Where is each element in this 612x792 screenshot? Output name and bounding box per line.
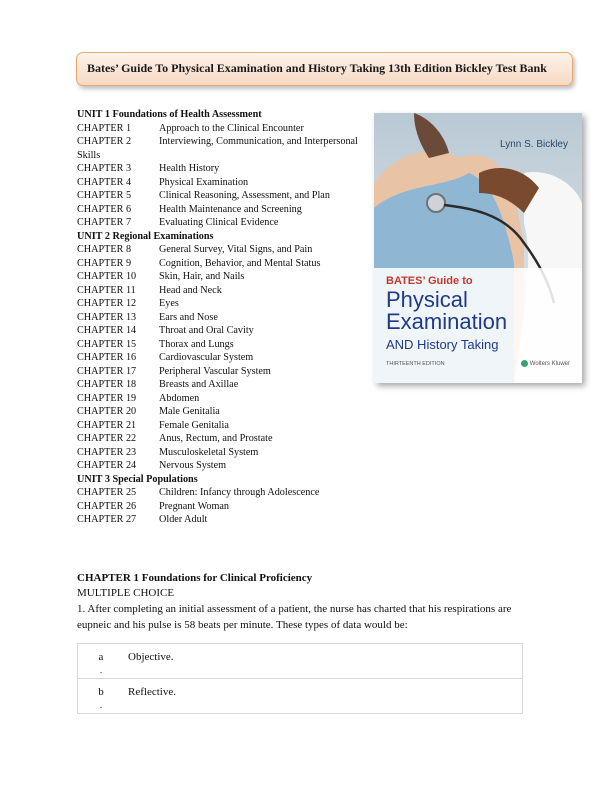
cover-publisher-name: Wolters Kluwer (529, 361, 570, 368)
chapter-number: CHAPTER 6 (77, 203, 132, 215)
chapter-number: CHAPTER 22 (77, 433, 137, 444)
toc-chapter-row[interactable] (77, 513, 367, 527)
chapter-title: Older Adult (159, 514, 208, 525)
toc-chapter-row[interactable] (77, 419, 367, 433)
chapter-number: CHAPTER 18 (77, 379, 137, 390)
cover-title-line1: BATES’ Guide to (386, 275, 473, 287)
chapter-title: Throat and Oral Cavity (159, 325, 254, 336)
unit-heading: UNIT 2 Regional Examinations (77, 230, 214, 242)
chapter-number: CHAPTER 14 (77, 325, 137, 336)
chapter-number: CHAPTER 3 (77, 163, 132, 174)
book-cover-image (374, 113, 582, 383)
question-type-label: MULTIPLE CHOICE (77, 587, 175, 599)
toc-chapter-row[interactable] (77, 216, 367, 230)
toc-chapter-row[interactable] (77, 135, 367, 162)
toc-chapter-row[interactable] (77, 432, 367, 446)
cover-author: Lynn S. Bickley (500, 139, 568, 150)
toc-chapter-row[interactable] (77, 311, 367, 325)
chapter-number: CHAPTER 1 (77, 122, 132, 134)
chapter-title: General Survey, Vital Signs, and Pain (159, 244, 313, 255)
toc-chapter-row[interactable] (77, 324, 367, 338)
chapter-title: Clinical Reasoning, Assessment, and Plan (159, 190, 330, 201)
toc-chapter-row[interactable] (77, 365, 367, 379)
toc-chapter-row[interactable] (77, 351, 367, 365)
chapter-number: CHAPTER 7 (77, 217, 132, 228)
toc-chapter-row[interactable] (77, 500, 367, 514)
chapter-number: CHAPTER 9 (77, 257, 132, 269)
chapter-title: Children: Infancy through Adolescence (159, 487, 320, 498)
chapter-title: Peripheral Vascular System (159, 365, 271, 377)
unit-heading: UNIT 1 Foundations of Health Assessment (77, 109, 262, 120)
publisher-logo-icon (521, 360, 528, 367)
toc-chapter-row[interactable] (77, 284, 367, 298)
chapter-number: CHAPTER 2 (77, 136, 132, 147)
chapter-number: CHAPTER 16 (77, 352, 137, 363)
chapter-number: CHAPTER 24 (77, 460, 137, 471)
chapter-number: CHAPTER 19 (77, 392, 137, 404)
toc-chapter-row[interactable] (77, 189, 367, 203)
chapter-title: Pregnant Woman (159, 500, 230, 512)
toc-chapter-row[interactable] (77, 297, 367, 311)
toc-chapter-row[interactable] (77, 486, 367, 500)
chapter-number: CHAPTER 23 (77, 446, 137, 458)
choice-text: Objective. (128, 651, 174, 663)
chapter-title: Physical Examination (159, 176, 249, 188)
toc-chapter-row[interactable] (77, 257, 367, 271)
toc-chapter-row[interactable] (77, 176, 367, 190)
chapter-title: Abdomen (159, 392, 200, 404)
answer-choices-table (77, 643, 523, 714)
chapter-title: Cardiovascular System (159, 352, 254, 363)
chapter-title: Male Genitalia (159, 406, 220, 417)
chapter-title: Eyes (159, 298, 179, 309)
chapter-number: CHAPTER 8 (77, 244, 132, 255)
choice-letter-period: . (99, 665, 103, 675)
table-of-contents (77, 108, 367, 527)
choice-letter: b (98, 686, 104, 698)
question-section (77, 571, 537, 633)
chapter-number: CHAPTER 5 (77, 190, 132, 201)
chapter-title: Head and Neck (159, 284, 222, 296)
toc-chapter-row[interactable] (77, 243, 367, 257)
toc-chapter-row[interactable] (77, 459, 367, 473)
chapter-number: CHAPTER 21 (77, 419, 137, 431)
toc-chapter-row[interactable] (77, 405, 367, 419)
toc-chapter-row[interactable] (77, 270, 367, 284)
chapter-number: CHAPTER 17 (77, 365, 137, 377)
chapter-number: CHAPTER 11 (77, 284, 136, 296)
chapter-number: CHAPTER 13 (77, 311, 137, 323)
document-title-banner (76, 52, 573, 86)
answer-choice-row[interactable] (78, 679, 522, 713)
choice-letter-period: . (99, 700, 103, 710)
toc-chapter-row[interactable] (77, 338, 367, 352)
chapter-title: Musculoskeletal System (159, 446, 259, 458)
chapter-title: Female Genitalia (159, 419, 229, 431)
chapter-title: Nervous System (159, 460, 227, 471)
answer-choice-row[interactable] (78, 644, 522, 679)
chapter-title: Health History (159, 163, 220, 174)
cover-title-line2: Physical (386, 287, 468, 312)
chapter-number: CHAPTER 27 (77, 514, 137, 525)
chapter-title: Ears and Nose (159, 311, 218, 323)
toc-chapter-row[interactable] (77, 122, 367, 136)
question-text: 1. After completing an initial assessment of a patient, the nurse has charted that his respirations are eupneic and his pulse is 58 beats per minute. These types of data would be: (77, 603, 512, 631)
toc-chapter-row[interactable] (77, 392, 367, 406)
document-title: Bates’ Guide To Physical Examination and History Taking 13th Edition Bickley Test Bank (87, 61, 547, 75)
toc-chapter-row[interactable] (77, 203, 367, 217)
chapter-title: Thorax and Lungs (159, 338, 234, 350)
chapter-number: CHAPTER 10 (77, 271, 137, 282)
chapter-title: Interviewing, Communication, and Interpersonal Skills (77, 136, 358, 161)
unit-heading: UNIT 3 Special Populations (77, 473, 198, 485)
toc-chapter-row[interactable] (77, 162, 367, 176)
chapter-title: Health Maintenance and Screening (159, 203, 302, 215)
chapter-number: CHAPTER 4 (77, 176, 132, 188)
choice-text: Reflective. (128, 686, 176, 698)
chapter-title: Skin, Hair, and Nails (159, 271, 245, 282)
cover-title-line3: Examination (386, 309, 508, 334)
section-heading: CHAPTER 1 Foundations for Clinical Proficiency (77, 572, 313, 584)
chapter-title: Cognition, Behavior, and Mental Status (159, 257, 321, 269)
toc-chapter-row[interactable] (77, 446, 367, 460)
chapter-number: CHAPTER 20 (77, 406, 137, 417)
cover-publisher (521, 360, 570, 367)
chapter-number: CHAPTER 12 (77, 298, 137, 309)
chapter-title: Approach to the Clinical Encounter (159, 122, 304, 134)
chapter-title: Anus, Rectum, and Prostate (159, 433, 273, 444)
chapter-title: Breasts and Axillae (159, 379, 239, 390)
cover-edition: THIRTEENTH EDITION (386, 361, 445, 367)
chapter-title: Evaluating Clinical Evidence (159, 217, 279, 228)
chapter-number: CHAPTER 15 (77, 338, 137, 350)
chapter-number: CHAPTER 25 (77, 487, 137, 498)
cover-title-line4: AND History Taking (386, 337, 499, 352)
chapter-number: CHAPTER 26 (77, 500, 137, 512)
choice-letter: a (98, 651, 104, 663)
toc-chapter-row[interactable] (77, 378, 367, 392)
